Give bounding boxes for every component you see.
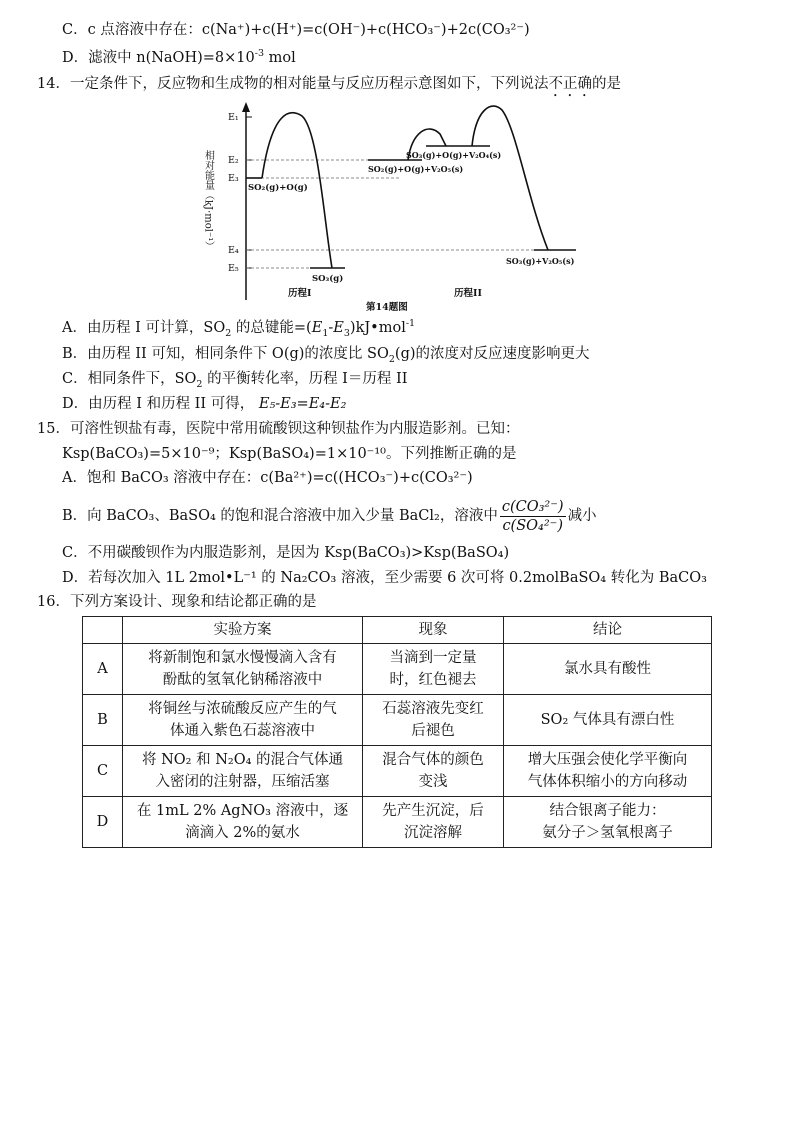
option-d-previous-text: D．滤液中 n(NaOH)=8×10 — [62, 50, 255, 66]
label-product-path1: SO₃(g) — [312, 274, 344, 284]
experiment-table — [82, 616, 712, 848]
question-14-option-c — [62, 369, 407, 389]
cell-plan-line: 入密闭的注射器，压缩活塞 — [155, 774, 330, 790]
question-14-number: 14． — [37, 76, 70, 92]
question-14-stem — [37, 74, 621, 100]
question-15-option-a: A．饱和 BaCO₃ 溶液中存在：c(Ba²⁺)=c((HCO₃⁻)+c(CO₃²⁻) — [62, 470, 473, 486]
label-product-path2: SO₃(g)+V₂O₅(s) — [506, 256, 575, 266]
question-16-stem — [37, 592, 316, 612]
row-label: A — [83, 644, 123, 695]
question-15-stem-text: 可溶性钡盐有毒，医院中常用硫酸钡这种钡盐作为内服造影剂。已知： — [69, 421, 520, 437]
option-a-sup: -1 — [405, 318, 416, 330]
question-16-number: 16． — [37, 594, 70, 610]
table-row — [83, 746, 712, 797]
option-a-e1: E — [311, 320, 323, 336]
cell-conclusion — [504, 644, 712, 695]
option-a-unit: )kJ•mol — [349, 320, 406, 336]
cell-plan — [123, 746, 363, 797]
question-15-number: 15． — [37, 421, 70, 437]
cell-conclusion — [504, 695, 712, 746]
header-cell-phenomenon: 现象 — [363, 617, 504, 644]
question-14-stem-end: 的是 — [591, 76, 621, 92]
cell-phenomenon-line: 石蕊溶液先变红 — [382, 701, 484, 717]
cell-plan-line: 将新制饱和氯水慢慢滴入含有 — [148, 650, 337, 666]
option-d-formula: E₅-E₃=E₄-E₂ — [258, 396, 347, 412]
question-14-option-b — [62, 344, 590, 364]
option-c-sub: 2 — [196, 378, 203, 390]
label-reactant-path2: SO₂(g)+O(g)+V₂O₅(s) — [368, 164, 464, 174]
fraction-numerator: c(CO₃²⁻) — [501, 498, 564, 515]
cell-phenomenon-line: 沉淀溶解 — [404, 825, 462, 841]
option-a-minus: - — [328, 320, 334, 336]
cell-phenomenon — [363, 644, 504, 695]
question-15-ksp-line: Ksp(BaCO₃)=5×10⁻⁹；Ksp(BaSO₄)=1×10⁻¹⁰。下列推断正确的是 — [62, 446, 517, 462]
option-a-mid: 的总键能=( — [231, 320, 312, 336]
option-d-previous-sup: -3 — [254, 48, 264, 60]
label-intermediate-path2: SO₃(g)+O(g)+V₂O₄(s) — [406, 150, 502, 160]
cell-conclusion-line: 氨分子＞氢氧根离子 — [542, 825, 673, 841]
question-14-stem-text: 一定条件下，反应物和生成物的相对能量与反应历程示意图如下，下列说法 — [69, 76, 549, 92]
q15-option-b-end: 减小 — [567, 508, 597, 524]
question-15-option-b — [62, 494, 597, 538]
cell-plan-line: 将 NO₂ 和 N₂O₄ 的混合气体通 — [141, 752, 344, 768]
cell-phenomenon-line: 先产生沉淀，后 — [382, 803, 484, 819]
cell-plan-line: 将铜丝与浓硫酸反应产生的气 — [148, 701, 337, 717]
level-label-e3: E₃ — [228, 173, 239, 184]
option-c-end: 的平衡转化率，历程 I＝历程 II — [202, 371, 408, 387]
table-row — [83, 695, 712, 746]
cell-phenomenon — [363, 746, 504, 797]
cell-conclusion-line: 增大压强会使化学平衡向 — [527, 752, 688, 768]
y-axis-arrow-icon — [242, 102, 250, 112]
row-label: D — [83, 797, 123, 848]
question-15-option-c: C．不用碳酸钡作为内服造影剂，是因为 Ksp(BaCO₃)>Ksp(BaSO₄) — [62, 545, 510, 561]
cell-phenomenon-line: 变浅 — [418, 774, 448, 790]
option-c-text: C．相同条件下，SO — [62, 371, 197, 387]
cell-phenomenon-line: 时，红色褪去 — [389, 672, 477, 688]
table-header-row — [83, 617, 712, 644]
cell-phenomenon — [363, 695, 504, 746]
cell-phenomenon-line: 混合气体的颜色 — [382, 752, 484, 768]
y-axis-label: 相对能量（kJ·mol⁻¹） — [202, 150, 214, 252]
cell-plan — [123, 644, 363, 695]
question-14-emphasis: 不正确 — [548, 76, 592, 92]
question-16-stem-text: 下列方案设计、现象和结论都正确的是 — [69, 594, 317, 610]
table-row — [83, 797, 712, 848]
cell-conclusion-line: 氯水具有酸性 — [564, 661, 651, 677]
header-cell-conclusion: 结论 — [504, 617, 712, 644]
cell-phenomenon-line: 后褪色 — [411, 723, 455, 739]
path1-axis-label: 历程I — [288, 288, 312, 299]
cell-plan — [123, 797, 363, 848]
option-c-previous: C．c 点溶液中存在：c(Na⁺)+c(H⁺)=c(OH⁻)+c(HCO₃⁻)+2c(CO₃²⁻) — [62, 22, 530, 38]
option-d-text: D．由历程 I 和历程 II 可得， — [62, 396, 259, 412]
cell-conclusion — [504, 797, 712, 848]
option-a-sub: 2 — [225, 327, 232, 339]
option-a-e3-sub: 3 — [343, 327, 350, 339]
cell-conclusion-line: 气体体积缩小的方向移动 — [527, 774, 688, 790]
option-b-sub: 2 — [388, 353, 395, 365]
header-cell-plan: 实验方案 — [123, 617, 363, 644]
row-label: C — [83, 746, 123, 797]
level-label-e4: E₄ — [228, 245, 239, 256]
cell-phenomenon — [363, 797, 504, 848]
option-d-previous — [62, 48, 296, 68]
option-a-text: A．由历程 I 可计算，SO — [62, 320, 226, 336]
header-cell-label — [83, 617, 123, 644]
option-a-e3: E — [333, 320, 344, 336]
level-label-e2: E₂ — [228, 155, 239, 166]
question-14-option-d — [62, 394, 346, 414]
question-15-option-d: D．若每次加入 1L 2mol•L⁻¹ 的 Na₂CO₃ 溶液，至少需要 6 次可将 0.2molBaSO₄ 转化为 BaCO₃ — [62, 570, 707, 586]
cell-plan-line: 滴滴入 2%的氨水 — [185, 825, 300, 841]
cell-phenomenon-line: 当滴到一定量 — [389, 650, 477, 666]
cell-plan-line: 体通入紫色石蕊溶液中 — [170, 723, 315, 739]
level-label-e5: E₅ — [228, 263, 239, 274]
diagram-caption: 第14题图 — [366, 302, 408, 313]
cell-plan — [123, 695, 363, 746]
cell-plan-line: 在 1mL 2% AgNO₃ 溶液中，逐 — [136, 803, 349, 819]
cell-conclusion — [504, 746, 712, 797]
table-row — [83, 644, 712, 695]
cell-plan-line: 酚酞的氢氧化钠稀溶液中 — [162, 672, 323, 688]
question-15-stem — [37, 419, 519, 439]
cell-conclusion-line: 结合银离子能力： — [549, 803, 666, 819]
energy-profile-diagram — [200, 100, 620, 315]
level-label-e1: E₁ — [228, 112, 239, 123]
path2-second-hump — [472, 106, 548, 250]
option-a-e1-sub: 1 — [322, 327, 329, 339]
q15-option-b-text: B．向 BaCO₃、BaSO₄ 的饱和混合溶液中加入少量 BaCl₂，溶液中 — [62, 508, 498, 524]
option-d-previous-unit: mol — [264, 50, 296, 66]
label-reactant-path1: SO₂(g)+O(g) — [248, 183, 308, 193]
row-label: B — [83, 695, 123, 746]
option-b-end: (g)的浓度对反应速度影响更大 — [394, 346, 590, 362]
option-b-text: B．由历程 II 可知，相同条件下 O(g)的浓度比 SO — [62, 346, 389, 362]
cell-conclusion-line: SO₂ 气体具有漂白性 — [540, 712, 675, 728]
concentration-fraction — [500, 498, 566, 535]
path2-axis-label: 历程II — [454, 288, 482, 299]
question-14-option-a — [62, 318, 415, 338]
fraction-denominator: c(SO₄²⁻) — [502, 517, 563, 534]
